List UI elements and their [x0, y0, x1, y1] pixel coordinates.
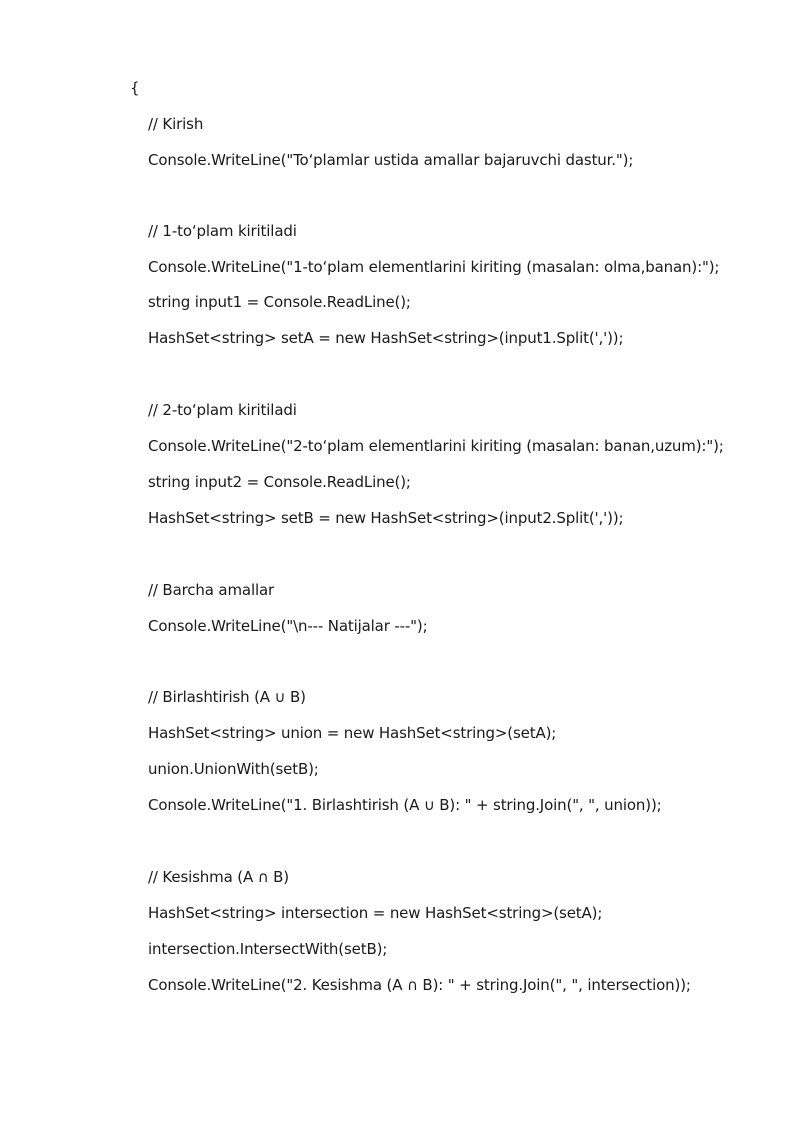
code-line-setb: HashSet<string> setB = new HashSet<string>(input2.Split(','));	[148, 509, 624, 527]
code-line-intersectwith: intersection.IntersectWith(setB);	[148, 940, 388, 958]
code-line-comment-set1: // 1-to‘plam kiritiladi	[148, 222, 297, 240]
code-line-comment-set2: // 2-to‘plam kiritiladi	[148, 401, 297, 419]
code-line-writeline-union: Console.WriteLine("1. Birlashtirish (A ∪ B): " + string.Join(", ", union));	[148, 796, 662, 814]
code-line-comment-intersection: // Kesishma (A ∩ B)	[148, 868, 289, 886]
code-line-input2: string input2 = Console.ReadLine();	[148, 473, 411, 491]
code-line-intersection-decl: HashSet<string> intersection = new HashSet<string>(setA);	[148, 904, 603, 922]
code-line-writeline-results: Console.WriteLine("\n--- Natijalar ---");	[148, 617, 428, 635]
code-line-union-decl: HashSet<string> union = new HashSet<string>(setA);	[148, 724, 557, 742]
code-line-writeline-set1: Console.WriteLine("1-to‘plam elementlarini kiriting (masalan: olma,banan):");	[148, 258, 720, 276]
code-line-input1: string input1 = Console.ReadLine();	[148, 293, 411, 311]
code-line-writeline-intersection: Console.WriteLine("2. Kesishma (A ∩ B): " + string.Join(", ", intersection));	[148, 976, 691, 994]
code-line-unionwith: union.UnionWith(setB);	[148, 760, 319, 778]
code-line-seta: HashSet<string> setA = new HashSet<string>(input1.Split(','));	[148, 329, 624, 347]
code-line-comment-all: // Barcha amallar	[148, 581, 275, 599]
code-line-comment-union: // Birlashtirish (A ∪ B)	[148, 688, 306, 706]
code-line-writeline-set2: Console.WriteLine("2-to‘plam elementlarini kiriting (masalan: banan,uzum):");	[148, 437, 724, 455]
code-line-comment-kirish: // Kirish	[148, 115, 204, 133]
code-line-writeline-intro: Console.WriteLine("To‘plamlar ustida amallar bajaruvchi dastur.");	[148, 151, 634, 169]
code-line-open-brace: {	[130, 79, 140, 97]
